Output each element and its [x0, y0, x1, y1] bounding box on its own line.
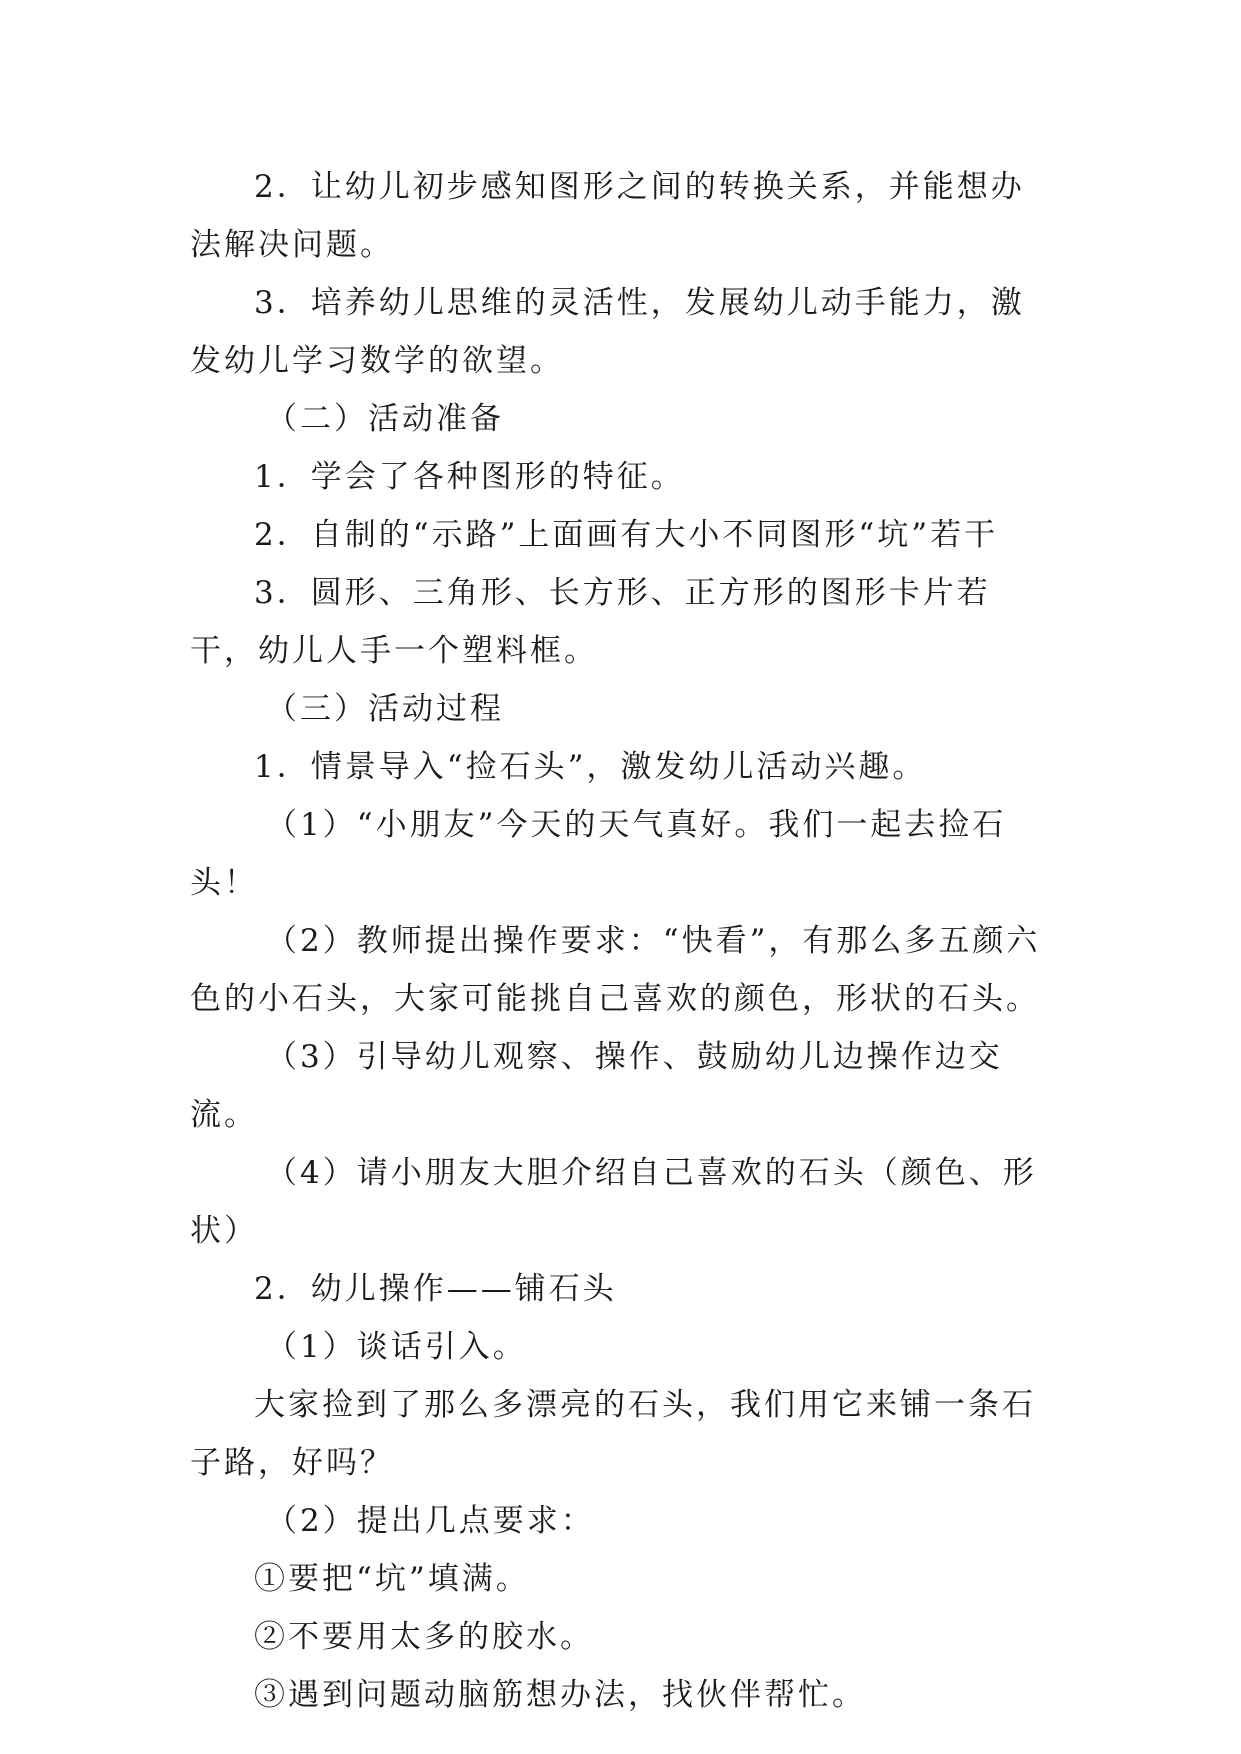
section-heading-preparation: （二）活动准备	[266, 401, 504, 437]
paragraph-goal-3: 3．培养幼儿思维的灵活性，发展幼儿动手能力，激发幼儿学习数学的欲望。	[190, 285, 1025, 379]
paragraph-goal-2: 2．让幼儿初步感知图形之间的转换关系，并能想办法解决问题。	[190, 169, 1025, 263]
paragraph-prep-3: 3．圆形、三角形、长方形、正方形的图形卡片若干，幼儿人手一个塑料框。	[190, 575, 991, 669]
requirement-2: ②不要用太多的胶水。	[254, 1619, 594, 1655]
paragraph-process-1: 1．情景导入“捡石头”，激发幼儿活动兴趣。	[254, 749, 927, 785]
requirement-3: ③遇到问题动脑筋想办法，找伙伴帮忙。	[254, 1677, 866, 1713]
paragraph-process-2-2: （2）提出几点要求：	[266, 1503, 595, 1539]
paragraph-process-1-4: （4）请小朋友大胆介绍自己喜欢的石头（颜色、形状）	[190, 1155, 1037, 1249]
paragraph-process-1-1: （1）“小朋友”今天的天气真好。我们一起去捡石头！	[190, 807, 1007, 901]
paragraph-process-1-3: （3）引导幼儿观察、操作、鼓励幼儿边操作边交流。	[190, 1039, 1003, 1133]
paragraph-process-2-1-text: 大家捡到了那么多漂亮的石头，我们用它来铺一条石子路，好吗？	[190, 1387, 1036, 1481]
document-body	[190, 158, 1050, 1724]
paragraph-prep-2: 2．自制的“示路”上面画有大小不同图形“坑”若干	[254, 517, 999, 553]
paragraph-prep-1: 1．学会了各种图形的特征。	[254, 459, 685, 495]
paragraph-process-2: 2．幼儿操作——铺石头	[254, 1271, 617, 1307]
paragraph-process-2-1: （1）谈话引入。	[266, 1329, 527, 1365]
section-heading-process: （三）活动过程	[266, 691, 504, 727]
paragraph-process-1-2: （2）教师提出操作要求：“快看”，有那么多五颜六色的小石头，大家可能挑自己喜欢的颜色，形状的石头。	[190, 923, 1041, 1017]
requirement-1: ①要把“坑”填满。	[254, 1561, 530, 1597]
